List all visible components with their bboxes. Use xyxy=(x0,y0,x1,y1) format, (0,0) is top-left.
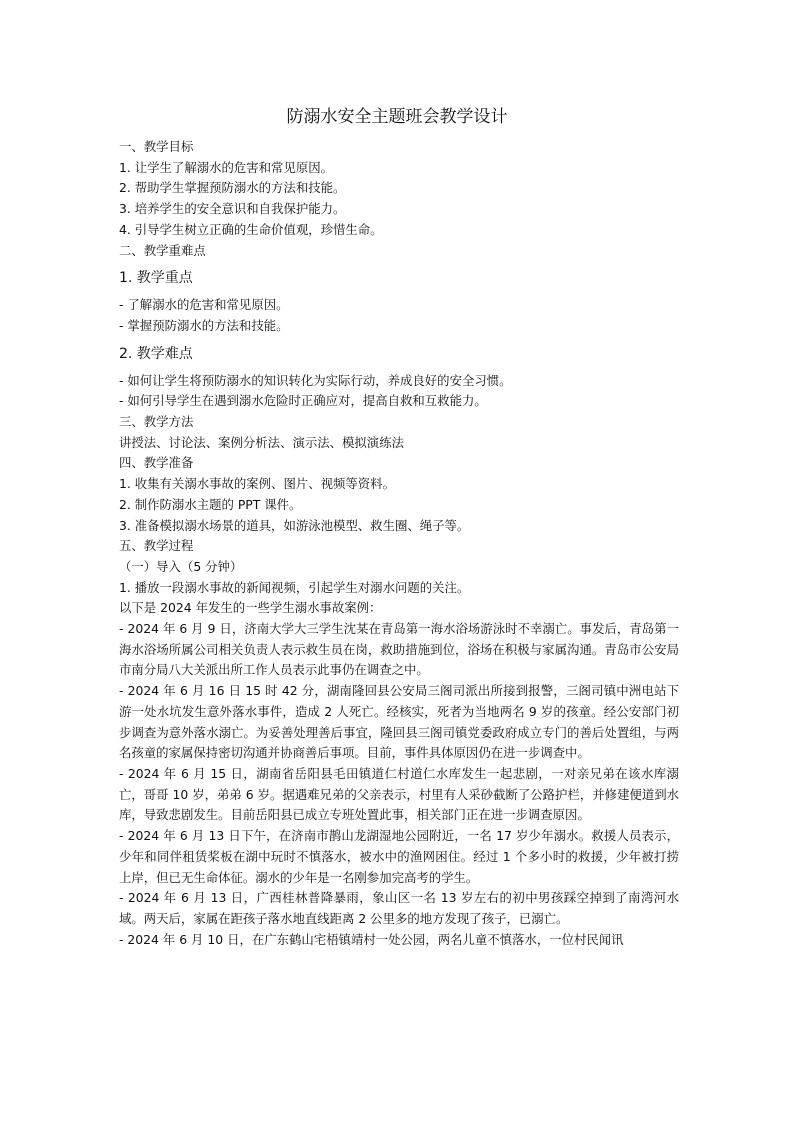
objective-item: 4. 引导学生树立正确的生命价值观，珍惜生命。 xyxy=(119,221,383,237)
subheading-difficulties: 2. 教学难点 xyxy=(119,345,193,362)
section-heading-key-points: 二、教学重难点 xyxy=(119,242,206,258)
section-heading-preparation: 四、教学准备 xyxy=(119,455,194,471)
objective-item: 2. 帮助学生掌握预防溺水的方法和技能。 xyxy=(119,180,346,196)
process-step: 1. 播放一段溺水事故的新闻视频，引起学生对溺水问题的关注。 xyxy=(119,579,470,595)
section-heading-methods: 三、教学方法 xyxy=(119,414,194,430)
document-body xyxy=(119,137,679,950)
objective-item: 1. 让学生了解溺水的危害和常见原因。 xyxy=(119,159,334,175)
case-paragraph: - 2024 年 6 月 13 日下午，在济南市鹊山龙湖湿地公园附近，一名 17 岁少年溺水。救援人员表示，少年和同伴租赁桨板在湖中玩时不慎落水，被水中的渔网困住。经过 1 个多小时的救援，少年被打捞上岸，但已无生命体征。溺水的少年是一名刚参加完高考的学生。 xyxy=(119,828,679,885)
section-heading-process: 五、教学过程 xyxy=(119,538,194,554)
section-heading-objectives: 一、教学目标 xyxy=(119,139,194,154)
case-paragraph: - 2024 年 6 月 10 日，在广东鹤山宅梧镇靖村一处公园，两名儿童不慎落水，一位村民闻讯 xyxy=(119,931,624,947)
cases-intro: 以下是 2024 年发生的一些学生溺水事故案例： xyxy=(119,600,382,616)
case-paragraph: - 2024 年 6 月 16 日 15 时 42 分，湖南隆回县公安局三阁司派出所接到报警，三阁司镇中洲电站下游一处水坑发生意外落水事件，造成 2 人死亡。经核实，死者为当地两名 9 岁的孩童。经公安部门初步调查为意外落水溺亡。为妥善处理善后事宜，隆回县三阁司镇党委政府成立专门的善后处置组，与两名孩童的家属保持密切沟通并协商善后事项。目前，事件具体原因仍在进一步调查中。 xyxy=(119,683,679,761)
difficulty-item: - 如何引导学生在遇到溺水危险时正确应对，提高自救和互救能力。 xyxy=(119,393,487,409)
difficulty-item: - 如何让学生将预防溺水的知识转化为实际行动，养成良好的安全习惯。 xyxy=(119,372,512,388)
preparation-item: 3. 准备模拟溺水场景的道具，如游泳池模型、救生圈、绳子等。 xyxy=(119,517,470,533)
case-paragraph: - 2024 年 6 月 9 日，济南大学大三学生沈某在青岛第一海水浴场游泳时不幸溺亡。事发后，青岛第一海水浴场所属公司相关负责人表示救生员在岗，救助措施到位，浴场在积极与家属沟通。青岛市公安局市南分局八大关派出所工作人员表示此事仍在调查之中。 xyxy=(119,621,679,678)
preparation-item: 2. 制作防溺水主题的 PPT 课件。 xyxy=(119,496,302,512)
document-title: 防溺水安全主题班会教学设计 xyxy=(286,107,508,127)
key-point-item: - 了解溺水的危害和常见原因。 xyxy=(119,297,289,313)
key-point-item: - 掌握预防溺水的方法和技能。 xyxy=(119,317,289,333)
process-part-intro: （一）导入（5 分钟） xyxy=(119,558,243,574)
subheading-key-points: 1. 教学重点 xyxy=(119,270,193,287)
case-paragraph: - 2024 年 6 月 13 日，广西桂林普降暴雨，象山区一名 13 岁左右的初中男孩踩空掉到了南湾河水域。两天后，家属在距孩子落水地直线距离 2 公里多的地方发现了孩子，已溺亡。 xyxy=(119,890,679,926)
methods-text: 讲授法、讨论法、案例分析法、演示法、模拟演练法 xyxy=(119,434,404,450)
preparation-item: 1. 收集有关溺水事故的案例、图片、视频等资料。 xyxy=(119,476,395,492)
case-paragraph: - 2024 年 6 月 15 日，湖南省岳阳县毛田镇道仁村道仁水库发生一起悲剧，一对亲兄弟在该水库溺亡，哥哥 10 岁，弟弟 6 岁。据遇难兄弟的父亲表示，村里有人采砂截断了公路护栏，并修建便道到水库，导致悲剧发生。目前岳阳县已成立专班处置此事，相关部门正在进一步调查原因。 xyxy=(119,765,679,823)
objective-item: 3. 培养学生的安全意识和自我保护能力。 xyxy=(119,201,346,217)
